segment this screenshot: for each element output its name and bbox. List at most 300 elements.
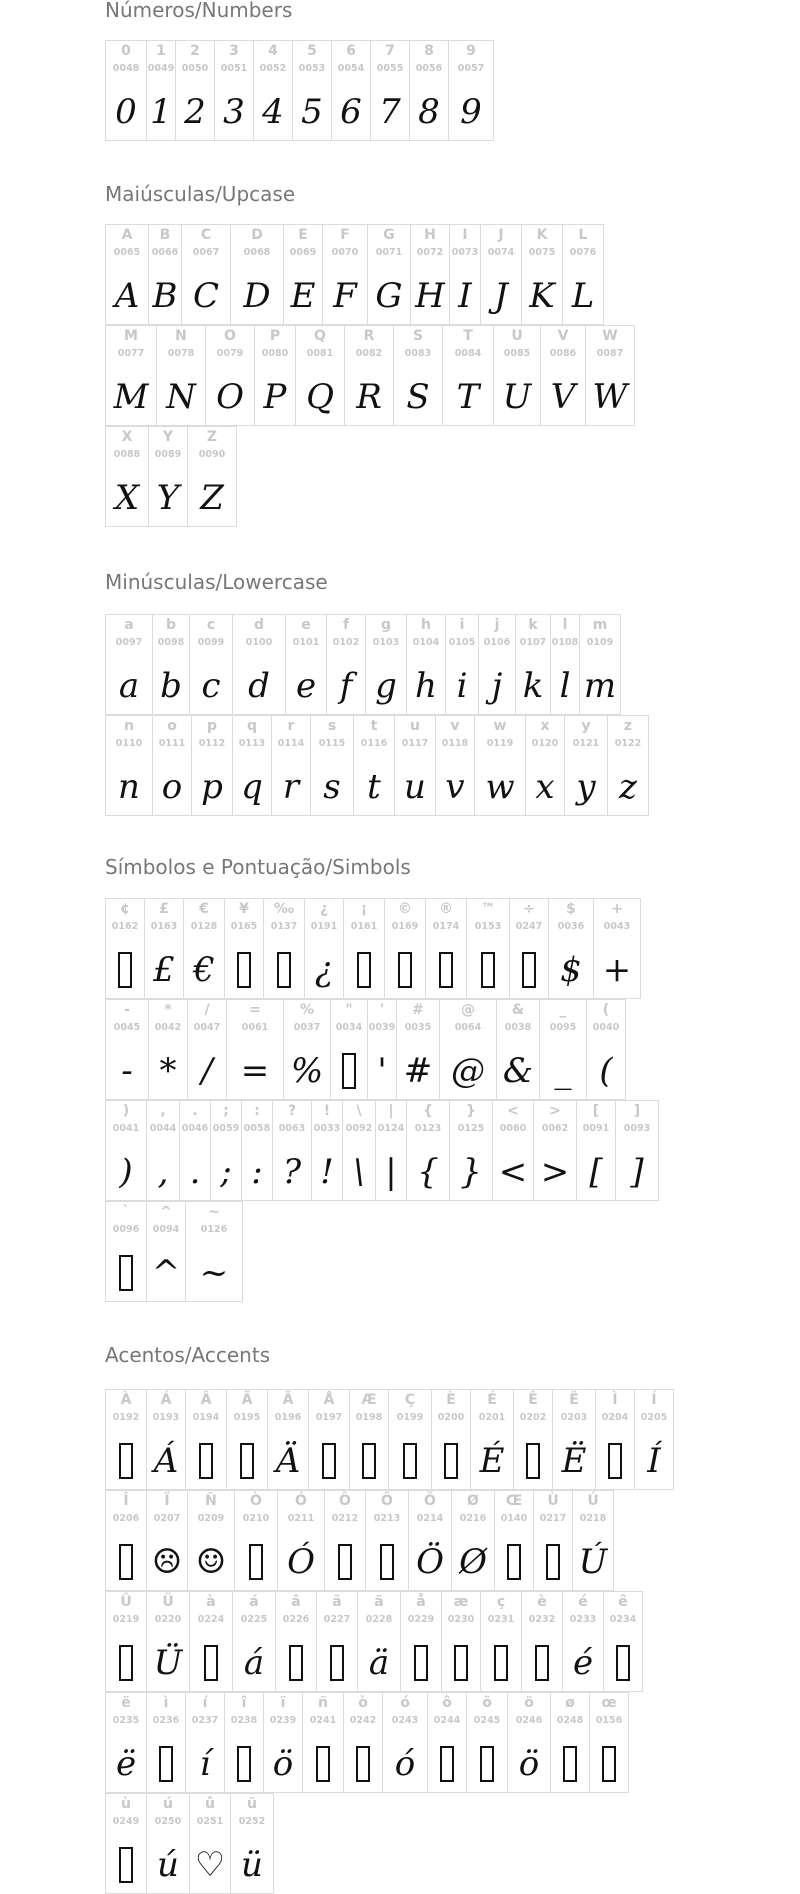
glyph-sample: # <box>403 1051 433 1091</box>
glyph-code: 0119 <box>486 738 514 749</box>
glyph-code: 0162 <box>111 921 139 932</box>
glyph-label: ñ <box>318 1695 328 1711</box>
glyph-code: 0210 <box>242 1513 270 1524</box>
glyph-cell <box>181 224 231 325</box>
glyph-sample: q <box>241 767 263 807</box>
glyph-sample: É <box>479 1441 505 1481</box>
glyph-row <box>105 40 493 141</box>
glyph-label: O <box>224 328 236 344</box>
glyph-label: Á <box>160 1392 172 1408</box>
glyph-sample: E <box>290 276 316 316</box>
glyph-cell <box>357 1591 401 1692</box>
glyph-cell <box>152 715 192 816</box>
glyph-sample: ) <box>119 1152 133 1192</box>
glyph-label: ~ <box>208 1204 220 1220</box>
glyph-code: 0161 <box>350 921 378 932</box>
glyph-label: : <box>254 1103 260 1119</box>
glyph-label: b <box>165 617 177 633</box>
glyph-label: u <box>410 718 420 734</box>
glyph-cell <box>189 1793 231 1894</box>
glyph-label: 1 <box>156 43 166 59</box>
glyph-code: 0058 <box>243 1123 271 1134</box>
glyph-code: 0042 <box>154 1022 182 1033</box>
glyph-sample: o <box>161 767 183 807</box>
glyph-label: ä <box>374 1594 384 1610</box>
glyph-cell <box>105 715 153 816</box>
glyph-cell <box>466 1692 508 1793</box>
glyph-code: 0122 <box>614 738 642 749</box>
glyph-code: 0245 <box>473 1715 501 1726</box>
glyph-label: M <box>124 328 138 344</box>
glyph-sample: \ <box>353 1152 365 1192</box>
glyph-sample: . <box>189 1152 201 1192</box>
glyph-label: û <box>205 1796 215 1812</box>
glyph-code: 0083 <box>404 348 432 359</box>
glyph-cell <box>439 999 497 1100</box>
glyph-label: * <box>164 1002 172 1018</box>
glyph-code: 0075 <box>528 247 556 258</box>
glyph-label: J <box>498 227 504 243</box>
glyph-cell <box>449 224 481 325</box>
glyph-sample: 9 <box>460 92 482 132</box>
glyph-sample: í <box>199 1744 211 1784</box>
glyph-cell <box>375 1100 407 1201</box>
glyph-sample: y <box>576 767 596 807</box>
glyph-cell <box>295 325 345 426</box>
glyph-cell <box>105 1389 147 1490</box>
missing-glyph-box <box>344 1739 382 1789</box>
glyph-cell <box>579 614 621 715</box>
glyph-label: ] <box>633 1103 641 1119</box>
glyph-code: 0206 <box>112 1513 140 1524</box>
glyph-cell <box>146 1793 190 1894</box>
glyph-cell <box>277 1490 325 1591</box>
glyph-label: f <box>342 617 350 633</box>
section-title: Minúsculas/Lowercase <box>105 570 328 594</box>
glyph-cell <box>105 1793 147 1894</box>
glyph-code: 0102 <box>332 637 360 648</box>
glyph-cell <box>474 715 526 816</box>
glyph-code: 0079 <box>216 348 244 359</box>
glyph-label: 3 <box>229 43 239 59</box>
glyph-cell <box>603 1591 643 1692</box>
glyph-row <box>105 999 658 1100</box>
glyph-code: 0211 <box>287 1513 315 1524</box>
glyph-label: > <box>549 1103 561 1119</box>
glyph-code: 0061 <box>241 1022 269 1033</box>
glyph-cell <box>540 325 586 426</box>
missing-glyph-box <box>147 1739 185 1789</box>
glyph-cell <box>187 426 237 527</box>
glyph-cell <box>593 898 641 999</box>
glyph-sample: ♡ <box>194 1845 226 1885</box>
missing-glyph-box <box>235 1537 277 1587</box>
glyph-sample: C <box>192 276 219 316</box>
glyph-code: 0047 <box>193 1022 221 1033</box>
glyph-label: E <box>298 227 308 243</box>
glyph-cell <box>105 1692 147 1793</box>
glyph-code: 0120 <box>531 738 559 749</box>
glyph-code: 0034 <box>335 1022 363 1033</box>
glyph-label: ë <box>121 1695 131 1711</box>
glyph-row <box>105 325 634 426</box>
glyph-label: ü <box>247 1796 257 1812</box>
glyph-code: 0048 <box>112 63 140 74</box>
glyph-label: ê <box>618 1594 628 1610</box>
glyph-label: m <box>592 617 608 633</box>
glyph-label: | <box>388 1103 394 1119</box>
missing-glyph-box <box>106 945 144 995</box>
glyph-cell <box>394 715 436 816</box>
glyph-sample: k <box>522 666 544 706</box>
missing-glyph-box <box>350 1436 388 1486</box>
glyph-cell <box>370 40 410 141</box>
glyph-cell <box>410 224 450 325</box>
glyph-cell <box>230 224 284 325</box>
glyph-label: ( <box>602 1002 610 1018</box>
glyph-label: ® <box>439 901 453 917</box>
glyph-label: z <box>623 718 633 734</box>
glyph-sample: & <box>502 1051 534 1091</box>
glyph-label: g <box>380 617 392 633</box>
glyph-sample: { <box>417 1152 439 1192</box>
glyph-sample: £ <box>153 950 175 990</box>
glyph-code: 0121 <box>572 738 600 749</box>
glyph-code: 0203 <box>560 1412 588 1423</box>
glyph-code: 0037 <box>293 1022 321 1033</box>
glyph-sample: * <box>159 1051 177 1091</box>
glyph-code: 0050 <box>181 63 209 74</box>
glyph-code: 0057 <box>457 63 485 74</box>
glyph-code: 0114 <box>277 738 305 749</box>
glyph-cell <box>367 999 397 1100</box>
glyph-sample: H <box>415 276 445 316</box>
glyph-cell <box>384 898 426 999</box>
glyph-label: Û <box>120 1594 132 1610</box>
glyph-cell <box>586 999 626 1100</box>
glyph-sample: ü <box>241 1845 263 1885</box>
glyph-sample: ^ <box>151 1253 181 1293</box>
glyph-label: r <box>287 718 295 734</box>
glyph-label: ø <box>565 1695 575 1711</box>
glyph-cell <box>550 614 580 715</box>
glyph-label: [ <box>592 1103 600 1119</box>
glyph-sample: p <box>201 767 223 807</box>
missing-glyph-box <box>596 1436 634 1486</box>
glyph-sample: O <box>216 377 244 417</box>
glyph-sample: W <box>592 377 628 417</box>
glyph-label: ¡ <box>360 901 368 917</box>
glyph-code: 0225 <box>240 1614 268 1625</box>
glyph-code: 0219 <box>112 1614 140 1625</box>
glyph-code: 0193 <box>152 1412 180 1423</box>
missing-glyph-box <box>331 1046 367 1096</box>
glyph-cell <box>105 614 153 715</box>
glyph-sample: Ä <box>275 1441 301 1481</box>
glyph-sample: 5 <box>301 92 323 132</box>
glyph-code: 0252 <box>238 1816 266 1827</box>
glyph-sample: > <box>540 1152 570 1192</box>
glyph-label: 5 <box>307 43 317 59</box>
glyph-code: 0101 <box>292 637 320 648</box>
glyph-sample: á <box>243 1643 265 1683</box>
glyph-label: j <box>494 617 500 633</box>
glyph-sample: M <box>113 377 149 417</box>
glyph-sample: = <box>240 1051 270 1091</box>
glyph-cell <box>449 1100 493 1201</box>
glyph-cell <box>406 614 446 715</box>
glyph-cell <box>431 1389 471 1490</box>
glyph-code: 0165 <box>230 921 258 932</box>
glyph-cell <box>310 715 354 816</box>
section-title: Números/Numbers <box>105 0 293 22</box>
glyph-sample: Á <box>153 1441 179 1481</box>
glyph-code: 0093 <box>623 1123 651 1134</box>
glyph-sample: b <box>160 666 182 706</box>
glyph-cell <box>205 325 255 426</box>
glyph-label: œ <box>601 1695 617 1711</box>
glyph-sample: h <box>415 666 437 706</box>
glyph-code: 0128 <box>190 921 218 932</box>
glyph-code: 0124 <box>377 1123 405 1134</box>
glyph-cell <box>550 1692 590 1793</box>
glyph-sample: % <box>290 1051 324 1091</box>
glyph-sample: 8 <box>418 92 440 132</box>
glyph-label: Ü <box>162 1594 174 1610</box>
glyph-label: e <box>301 617 311 633</box>
glyph-label: È <box>446 1392 456 1408</box>
glyph-sample: ' <box>377 1051 387 1091</box>
glyph-sample: V <box>550 377 576 417</box>
glyph-grid <box>105 614 648 816</box>
glyph-sample: < <box>498 1152 528 1192</box>
glyph-code: 0056 <box>415 63 443 74</box>
glyph-cell <box>105 224 149 325</box>
glyph-label: W <box>602 328 618 344</box>
missing-glyph-box <box>442 1638 480 1688</box>
missing-glyph-box <box>428 1739 466 1789</box>
glyph-cell <box>308 1389 350 1490</box>
glyph-code: 0163 <box>150 921 178 932</box>
glyph-code: 0232 <box>528 1614 556 1625</box>
glyph-label: a <box>124 617 134 633</box>
glyph-code: 0104 <box>412 637 440 648</box>
glyph-sample: e <box>295 666 317 706</box>
glyph-label: S <box>412 328 424 344</box>
glyph-label: £ <box>159 901 169 917</box>
glyph-label: Ø <box>467 1493 479 1509</box>
glyph-label: Ë <box>569 1392 579 1408</box>
glyph-code: 0235 <box>112 1715 140 1726</box>
glyph-label: õ <box>482 1695 492 1711</box>
glyph-label: ¢ <box>120 901 130 917</box>
glyph-cell <box>175 40 215 141</box>
glyph-cell <box>365 614 407 715</box>
glyph-cell <box>607 715 649 816</box>
glyph-label: â <box>291 1594 301 1610</box>
missing-glyph-box <box>385 945 425 995</box>
glyph-cell <box>226 999 284 1100</box>
glyph-code: 0086 <box>549 348 577 359</box>
glyph-cell <box>283 224 323 325</box>
glyph-label: í <box>202 1695 208 1711</box>
glyph-cell <box>146 1201 186 1302</box>
glyph-code: 0212 <box>331 1513 359 1524</box>
glyph-sample: U <box>502 377 532 417</box>
glyph-label: q <box>246 718 258 734</box>
section-title: Símbolos e Pontuação/Simbols <box>105 855 411 879</box>
glyph-label: ù <box>121 1796 131 1812</box>
glyph-sample: ; <box>220 1152 232 1192</box>
glyph-label: Å <box>323 1392 335 1408</box>
glyph-code: 0084 <box>454 348 482 359</box>
glyph-cell <box>448 40 494 141</box>
glyph-row <box>105 1389 673 1490</box>
glyph-code: 0080 <box>261 348 289 359</box>
missing-glyph-box <box>495 1537 533 1587</box>
missing-glyph-box <box>225 1739 263 1789</box>
glyph-cell <box>156 325 206 426</box>
glyph-code: 0045 <box>113 1022 141 1033</box>
glyph-label: Ì <box>612 1392 618 1408</box>
glyph-sample: _ <box>554 1051 572 1091</box>
glyph-sample: Ó <box>287 1542 315 1582</box>
glyph-sample: } <box>460 1152 482 1192</box>
glyph-code: 0174 <box>432 921 460 932</box>
glyph-label: ; <box>223 1103 229 1119</box>
glyph-cell <box>427 1692 467 1793</box>
glyph-sample: K <box>529 276 555 316</box>
glyph-sample: ö <box>518 1744 540 1784</box>
glyph-label: . <box>192 1103 198 1119</box>
glyph-label: l <box>562 617 568 633</box>
glyph-cell <box>210 1100 242 1201</box>
glyph-label: ! <box>323 1103 331 1119</box>
glyph-cell <box>533 1490 573 1591</box>
glyph-cell <box>187 999 227 1100</box>
glyph-code: 0241 <box>309 1715 337 1726</box>
glyph-label: & <box>511 1002 525 1018</box>
glyph-label: = <box>249 1002 261 1018</box>
glyph-code: 0100 <box>245 637 273 648</box>
glyph-sample: B <box>152 276 178 316</box>
glyph-code: 0078 <box>167 348 195 359</box>
glyph-cell <box>226 1389 268 1490</box>
glyph-row <box>105 426 634 527</box>
glyph-code: 0237 <box>191 1715 219 1726</box>
glyph-label: { <box>423 1103 433 1119</box>
glyph-sample: R <box>356 377 382 417</box>
glyph-sample: s <box>323 767 341 807</box>
glyph-label: ö <box>524 1695 534 1711</box>
glyph-sample: Ë <box>561 1441 587 1481</box>
glyph-code: 0036 <box>557 921 585 932</box>
glyph-sample: m <box>583 666 617 706</box>
glyph-label: _ <box>559 1002 567 1018</box>
glyph-code: 0059 <box>212 1123 240 1134</box>
glyph-code: 0197 <box>315 1412 343 1423</box>
glyph-cell <box>148 999 188 1100</box>
glyph-label: ) <box>122 1103 130 1119</box>
glyph-sample: Ú <box>578 1542 608 1582</box>
glyph-cell <box>470 1389 514 1490</box>
glyph-sample: ] <box>630 1152 644 1192</box>
glyph-code: 0068 <box>243 247 271 258</box>
glyph-label: ï <box>280 1695 286 1711</box>
glyph-label: y <box>581 718 591 734</box>
glyph-label: } <box>466 1103 476 1119</box>
glyph-cell <box>441 1591 481 1692</box>
glyph-code: 0110 <box>115 738 143 749</box>
glyph-label: Ö <box>424 1493 436 1509</box>
glyph-label: t <box>370 718 378 734</box>
glyph-code: 0249 <box>112 1816 140 1827</box>
glyph-cell <box>232 1591 276 1692</box>
glyph-cell <box>146 1591 190 1692</box>
glyph-cell <box>234 1490 278 1591</box>
glyph-cell <box>513 1389 553 1490</box>
glyph-label: 6 <box>346 43 356 59</box>
glyph-cell <box>406 1100 450 1201</box>
glyph-code: 0111 <box>158 738 186 749</box>
missing-glyph-box <box>344 945 384 995</box>
glyph-code: 0039 <box>368 1022 396 1033</box>
glyph-label: © <box>398 901 412 917</box>
glyph-label: ÷ <box>523 901 535 917</box>
missing-glyph-box <box>534 1537 572 1587</box>
glyph-code: 0069 <box>289 247 317 258</box>
glyph-sample: ú <box>157 1845 179 1885</box>
glyph-label: p <box>206 718 218 734</box>
glyph-cell <box>148 224 182 325</box>
glyph-sample: n <box>118 767 140 807</box>
glyph-cell <box>562 1591 604 1692</box>
glyph-code: 0213 <box>373 1513 401 1524</box>
glyph-sample: ( <box>599 1051 613 1091</box>
glyph-cell <box>435 715 475 816</box>
glyph-code: 0200 <box>437 1412 465 1423</box>
glyph-sample: ! <box>320 1152 334 1192</box>
glyph-cell <box>480 1591 522 1692</box>
missing-glyph-box <box>467 945 509 995</box>
glyph-code: 0082 <box>355 348 383 359</box>
glyph-cell <box>105 898 145 999</box>
glyph-row <box>105 224 634 325</box>
glyph-label: A <box>121 227 133 243</box>
glyph-cell <box>179 1100 211 1201</box>
glyph-sample: @ <box>451 1051 485 1091</box>
glyph-cell <box>105 1490 147 1591</box>
glyph-label: K <box>536 227 548 243</box>
section-title: Maiúsculas/Upcase <box>105 182 296 206</box>
glyph-label: Z <box>206 429 218 445</box>
glyph-sample: z <box>619 767 637 807</box>
glyph-code: 0063 <box>278 1123 306 1134</box>
glyph-label: Ô <box>339 1493 351 1509</box>
glyph-cell <box>552 1389 596 1490</box>
glyph-cell <box>515 614 551 715</box>
missing-glyph-box <box>590 1739 628 1789</box>
glyph-label: æ <box>453 1594 469 1610</box>
glyph-row <box>105 1201 658 1302</box>
glyph-label: H <box>424 227 436 243</box>
glyph-cell <box>105 999 149 1100</box>
glyph-label: é <box>578 1594 588 1610</box>
glyph-code: 0090 <box>198 449 226 460</box>
glyph-code: 0216 <box>459 1513 487 1524</box>
glyph-cell <box>396 999 440 1100</box>
glyph-code: 0052 <box>259 63 287 74</box>
